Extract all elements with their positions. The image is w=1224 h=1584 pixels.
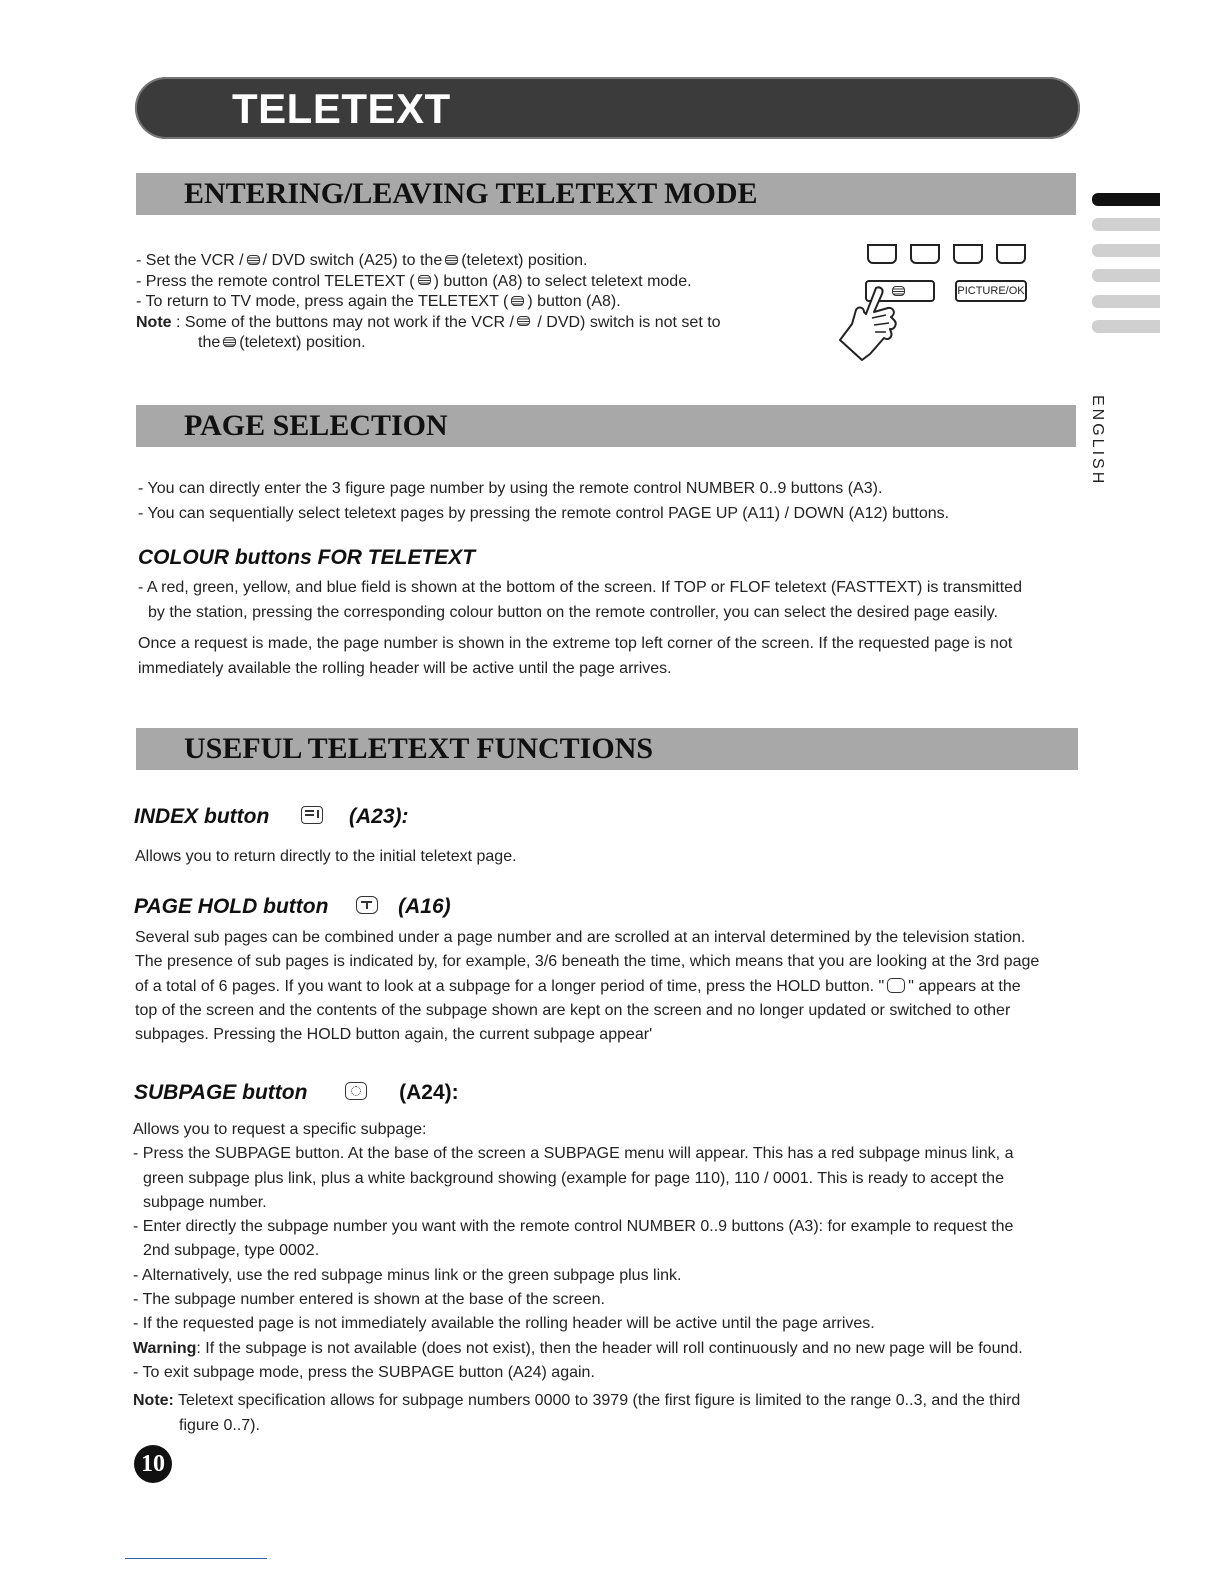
teletext-icon xyxy=(445,255,458,265)
picture-ok-button: PICTURE/OK xyxy=(955,280,1027,302)
hand-pointer-icon xyxy=(836,284,906,364)
side-tab xyxy=(1092,244,1160,257)
teletext-icon xyxy=(517,316,530,326)
section-title: ENTERING/LEAVING TELETEXT MODE xyxy=(184,177,758,210)
hold-icon xyxy=(356,896,378,914)
remote-button xyxy=(867,244,897,264)
page-number: 10 xyxy=(134,1445,172,1483)
remote-illustration xyxy=(836,238,1036,368)
colour-text: - A red, green, yellow, and blue field is shown at the bottom of the screen. If TOP or FLOF teletext (FASTTEXT) is transmitted by the station, pressing the corresponding colour button on the remote controller, you can select the desired page easily. Once a request is made, the page number is shown in the extreme top left corner of the screen. If the requested page is not immediately available the rolling header will be active until the page arrives. xyxy=(138,579,1022,677)
subpage-icon xyxy=(345,1082,367,1100)
remote-button xyxy=(953,244,983,264)
teletext-icon xyxy=(418,275,431,285)
side-tab xyxy=(1092,295,1160,308)
language-label: ENGLISH xyxy=(1089,395,1106,487)
section-title: USEFUL TELETEXT FUNCTIONS xyxy=(184,732,654,765)
remote-button xyxy=(910,244,940,264)
side-tab xyxy=(1092,269,1160,282)
index-heading: INDEX button (A23): xyxy=(134,805,409,828)
section-title: PAGE SELECTION xyxy=(184,409,448,442)
side-tab-active xyxy=(1092,193,1160,206)
teletext-icon xyxy=(223,337,236,347)
teletext-icon xyxy=(247,255,260,265)
footer-line xyxy=(125,1558,267,1559)
section-header-page-selection xyxy=(136,405,1076,447)
subpage-text: Allows you to request a specific subpage: - Press the SUBPAGE button. At the base of the screen a SUBPAGE menu will appear. This has a red subpage minus link, a green subpage plus link, plus a white background showing (example for page 110), 110 / 0001. This is ready to accept the subpage number. - Enter directly the subpage number you want with the remote control NUMBER 0..9 buttons (A3): for example to request the 2nd subpage, type 0002. - Alternatively, use the red subpage minus link or the green subpage plus link. - The subpage number entered is shown at the base of the screen. - If the requested page is not immediately available the rolling header will be active until the page arrives. Warning: If the subpage is not available (does not exist), then the header will roll continuously and no new page will be found. - To exit subpage mode, press the SUBPAGE button (A24) again. Note: Teletext specification allows for subpage numbers 0000 to 3979 (the first figure is limited to the range 0..3, and the third figure 0..7). xyxy=(133,1121,1023,1434)
hold-heading: PAGE HOLD button (A16) xyxy=(134,895,451,918)
side-tab xyxy=(1092,218,1160,231)
index-text: Allows you to return directly to the initial teletext page. xyxy=(135,848,517,865)
title-banner xyxy=(135,77,1080,139)
teletext-icon xyxy=(511,296,524,306)
index-icon xyxy=(301,806,323,824)
remote-button xyxy=(996,244,1026,264)
page-selection-text: - You can directly enter the 3 figure page number by using the remote control NUMBER 0..9 buttons (A3). - You can sequentially select teletext pages by pressing the remote control PAGE UP (A11) / DOWN (A12) buttons. xyxy=(138,480,950,522)
entering-text: - Set the VCR / / DVD switch (A25) to the (teletext) position. - Press the remote control TELETEXT ( ) button (A8) to select teletext mode. - To return to TV mode, press again the TELETEXT ( ) button (A8). Note : Some of the buttons may not work if the VCR / / DVD) switch is not set to the (teletext) position. xyxy=(136,252,721,351)
page-title: TELETEXT xyxy=(232,85,451,132)
hold-text: Several sub pages can be combined under a page number and are scrolled at an interval determined by the television station. The presence of sub pages is indicated by, for example, 3/6 beneath the time, which means that you are looking at the 3rd page of a total of 6 pages. If you want to look at a subpage for a longer period of time, press the HOLD button. " " appears at the top of the screen and the contents of the subpage shown are kept on the screen and no longer updated or switched to other subpages. Pressing the HOLD button again, the current subpage appear' xyxy=(135,929,1040,1044)
section-header-useful xyxy=(136,728,1078,770)
section-header-entering xyxy=(136,173,1076,215)
colour-heading: COLOUR buttons FOR TELETEXT xyxy=(138,546,476,569)
subpage-heading: SUBPAGE button (A24): xyxy=(134,1081,459,1104)
side-tab xyxy=(1092,320,1160,333)
hold-icon xyxy=(887,978,905,993)
